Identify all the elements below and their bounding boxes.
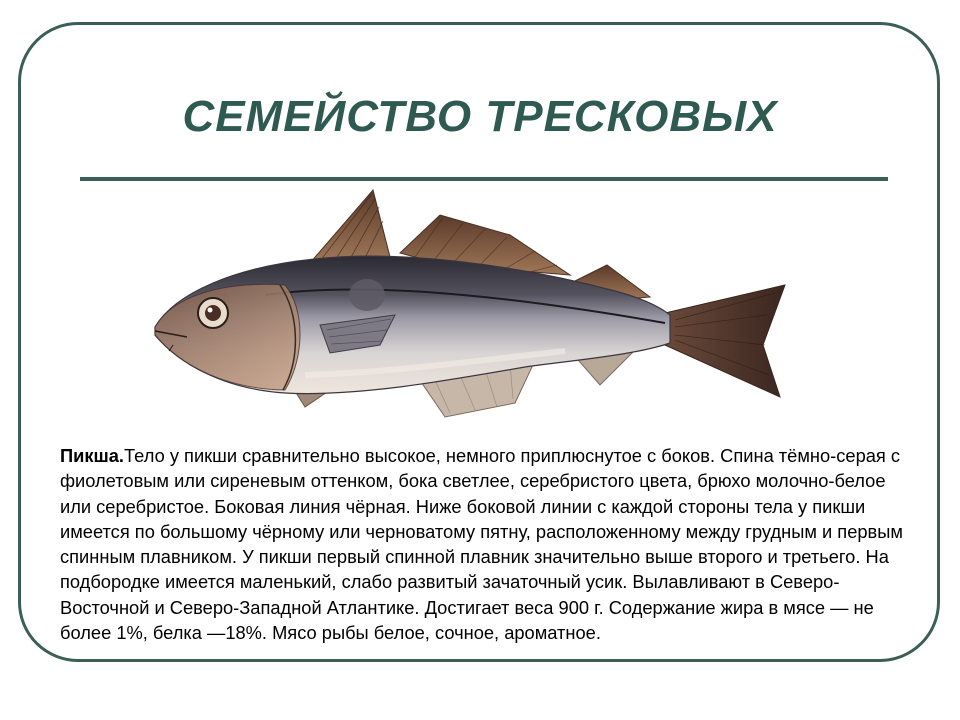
title-divider bbox=[80, 177, 888, 181]
fish-description bbox=[60, 443, 910, 645]
slide-title: СЕМЕЙСТВО ТРЕСКОВЫХ bbox=[182, 92, 778, 141]
fish-name: Пикша. bbox=[60, 445, 125, 466]
description-text: Тело у пикши сравнительно высокое, немного приплюснутое с боков. Спина тёмно-серая с фиолетовым или сиреневым оттенком, бока светлее, серебристого цвета, брюхо молочно-белое или серебристое. Боковая линия чёрная. Ниже боковой линии с каждой стороны тела у пикши имеется по большому чёрному или черноватому пятну, расположенному между грудным и первым спинным плавником. У пикши первый спинной плавник значительно выше второго и третьего. На подбородке имеется маленький, слабо развитый зачаточный усик. Вылавливают в Северо-Восточной и Северо-Западной Атлантике. Достигает веса 900 г. Содержание жира в мясе — не более 1%, белка —18%. Мясо рыбы белое, сочное, ароматное. bbox=[60, 445, 903, 644]
haddock-fish-illustration bbox=[145, 185, 795, 435]
